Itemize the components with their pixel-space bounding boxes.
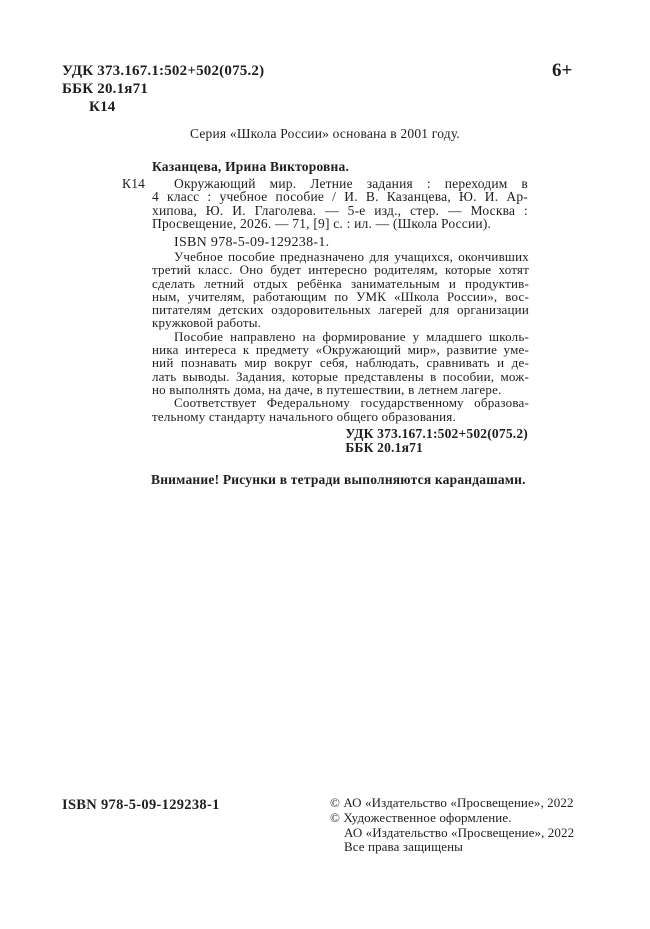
copyright-line: © Художественное оформление. (330, 809, 512, 825)
classification-codes-bottom (345, 427, 528, 455)
copyright-block (330, 796, 574, 855)
bibliographic-record (122, 160, 528, 250)
copyright-line: АО «Издательство «Просвещение», 2022 (344, 824, 575, 840)
record-body (122, 177, 528, 231)
annotation-line: лать выводы. Задания, которые представлены в пособии, мож- (152, 368, 529, 384)
record-margin-code: К14 (122, 175, 146, 191)
record-line: 4 класс : учебное пособие / И. В. Казанцева, Ю. И. Ар- (152, 189, 528, 205)
annotation-line: сделать летний отдых ребёнка занимательным и продуктив- (152, 275, 529, 291)
age-rating-badge: 6+ (552, 60, 573, 81)
annotation-line: Учебное пособие предназначено для учащихся, окончивших (174, 249, 529, 264)
record-line: Окружающий мир. Летние задания : переходим в (174, 175, 528, 191)
record-line: Просвещение, 2026. — 71, [9] с. : ил. — (Школа России). (152, 216, 492, 232)
annotation-line: Пособие направлено на формирование у младшего школь- (174, 328, 529, 344)
copyright-line: © АО «Издательство «Просвещение», 2022 (330, 795, 574, 810)
annotation-line: кружковой работы. (152, 315, 262, 331)
classification-codes-top (62, 62, 264, 116)
annotation-line: тельному стандарту начального общего образования. (152, 408, 456, 424)
author-name: Казанцева, Ирина Викторовна. (152, 159, 350, 174)
annotation-line: Соответствует Федеральному государственному образова- (174, 395, 529, 411)
udk-code-bottom: УДК 373.167.1:502+502(075.2) (345, 426, 528, 441)
record-description (152, 177, 528, 231)
footer-isbn: ISBN 978-5-09-129238-1 (62, 797, 220, 813)
annotation-line: ным, учителям, работающим по УМК «Школа России», вос- (152, 288, 529, 304)
pencil-warning-note: Внимание! Рисунки в тетради выполняются карандашами. (151, 472, 526, 487)
bbk-code-bottom: ББК 20.1я71 (345, 439, 423, 455)
annotation-text (152, 250, 529, 423)
annotation-line: питателям детских оздоровительных лагерей для организации (152, 302, 529, 318)
annotation-line: третий класс. Оно будет интересно родителям, которые хотят (152, 262, 529, 278)
udk-code: УДК 373.167.1:502+502(075.2) (62, 63, 265, 79)
record-line: хипова, Ю. И. Глаголева. — 5-е изд., стер. — Москва : (152, 202, 528, 218)
annotation-line: ника интереса к предмету «Окружающий мир», развитие уме- (152, 342, 529, 358)
author-sign-code: К14 (89, 99, 116, 115)
copyright-line: Все права защищены (344, 839, 463, 855)
series-note: Серия «Школа России» основана в 2001 году. (189, 126, 460, 141)
annotation-line: но выполнять дома, на даче, в путешествии, в летнем лагере. (152, 381, 502, 397)
bbk-code: ББК 20.1я71 (62, 81, 149, 97)
record-isbn: ISBN 978-5-09-129238-1. (174, 234, 330, 250)
annotation-line: ний познавать мир вокруг себя, наблюдать, сравнивать и де- (152, 355, 529, 371)
